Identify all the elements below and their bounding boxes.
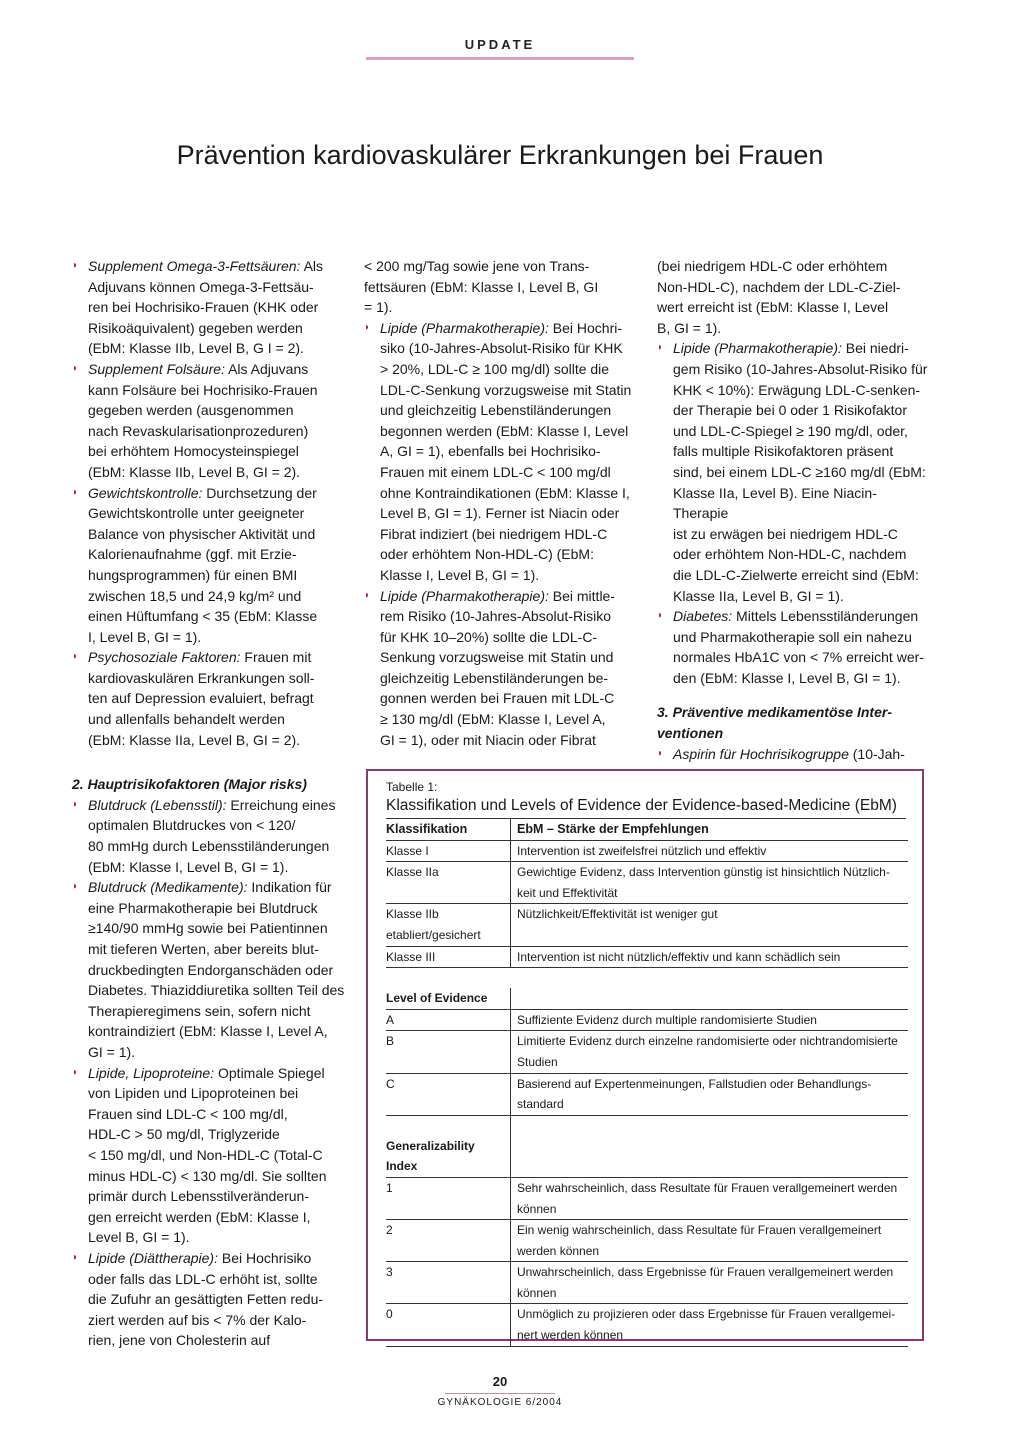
item-text: Durchsetzung der xyxy=(202,484,317,501)
table-cell-label: Level of Evidence xyxy=(386,988,511,1009)
text-line: und Pharmakotherapie soll ein nahezu xyxy=(673,628,912,645)
spacer xyxy=(657,688,932,702)
text-line: Klasse IIa, Level B, GI = 1). xyxy=(673,587,844,604)
table-row xyxy=(386,862,908,904)
item-term: Gewichtskontrolle: xyxy=(88,484,203,501)
text-line: > 20%, LDL-C ≥ 100 mg/dl) sollte die xyxy=(380,360,610,377)
text-line: Klasse IIa, Level B). Eine Niacin-Therapie xyxy=(673,484,877,522)
bullet-icon: ◗ xyxy=(72,1251,79,1263)
text-line: kardiovaskulären Erkrankungen soll- xyxy=(88,669,315,686)
table-cell-label: Klasse IIa xyxy=(386,862,511,904)
text-line: bei erhöhtem Homocysteinspiegel xyxy=(88,443,299,460)
list-item xyxy=(72,256,347,359)
list-item xyxy=(72,877,347,1062)
table-cell-label: 3 xyxy=(386,1262,511,1304)
text-line: (bei niedrigem HDL-C oder erhöhtem xyxy=(657,258,888,274)
text-line: Frauen mit einem LDL-C < 100 mg/dl xyxy=(380,463,611,480)
table-cell-label: Klasse IIb etabliert/gesichert xyxy=(386,904,511,946)
text-line: KHK < 10%): Erwägung LDL-C-senken- xyxy=(673,381,921,398)
table-row xyxy=(386,1304,908,1346)
table-cell-label: 0 xyxy=(386,1304,511,1346)
text-line: < 200 mg/Tag sowie jene von Trans- xyxy=(364,258,590,274)
list-item xyxy=(72,483,347,648)
footer-rule xyxy=(445,1393,555,1394)
text-line: HDL-C > 50 mg/dl, Triglyzeride xyxy=(88,1126,280,1143)
text-line: ohne Kontraindikationen (EbM: Klasse I, xyxy=(380,484,630,501)
text-line: ten auf Depression evaluiert, befragt xyxy=(88,690,314,707)
text-line: ≥ 130 mg/dl (EbM: Klasse I, Level A, xyxy=(380,711,606,728)
bullet-icon: ◗ xyxy=(657,342,664,354)
text-line: begonnen werden (EbM: Klasse I, Level xyxy=(380,422,629,439)
text-line: mit tieferen Werten, aber bereits blut- xyxy=(88,941,319,957)
item-text: Als Adjuvans xyxy=(224,360,309,377)
table-cell-label: Klassifikation xyxy=(386,819,511,840)
text-line: Frauen sind LDL-C < 100 mg/dl, xyxy=(88,1105,288,1122)
table-spacer xyxy=(386,968,908,989)
table-row xyxy=(386,1220,908,1262)
item-term: Lipide (Pharmakotherapie): xyxy=(380,587,549,604)
list-item xyxy=(364,318,639,586)
text-line: die Zufuhr an gesättigten Fetten redu- xyxy=(88,1291,324,1308)
text-line xyxy=(673,744,932,765)
list-item xyxy=(657,744,932,765)
table-cell-label: A xyxy=(386,1009,511,1031)
item-text: Mittels Lebensstiländerungen xyxy=(732,608,919,625)
list-item xyxy=(72,359,347,483)
text-line: Gewichtskontrolle unter geeigneter xyxy=(88,505,305,522)
evidence-table xyxy=(386,819,908,1347)
bullet-icon: ◗ xyxy=(72,651,79,663)
text-line: < 150 mg/dl, und Non-HDL-C (Total-C xyxy=(88,1146,323,1163)
table-cell xyxy=(386,1115,511,1136)
text-line: Level B, GI = 1). xyxy=(88,1229,190,1246)
item-term: Lipide (Pharmakotherapie): xyxy=(380,319,549,336)
list-item xyxy=(72,795,347,877)
text-line: rem Risiko (10-Jahres-Absolut-Risiko xyxy=(380,608,612,625)
item-text: Optimale Spiegel xyxy=(214,1064,325,1081)
list-item xyxy=(72,647,347,750)
text-line: A, GI = 1), ebenfalls bei Hochrisiko- xyxy=(380,443,601,460)
text-line: gen erreicht werden (EbM: Klasse I, xyxy=(88,1208,311,1225)
item-text: Bei Hochri- xyxy=(548,319,623,336)
page-title: Prävention kardiovaskulärer Erkrankungen bei Frauen xyxy=(176,140,824,170)
text-line: Fibrat indiziert (bei niedrigem HDL-C xyxy=(380,525,608,542)
text-line: druckbedingten Endorganschäden oder xyxy=(88,961,334,978)
text-line: von Lipiden und Lipoproteinen bei xyxy=(88,1085,299,1102)
text-line xyxy=(88,483,347,504)
text-line: (EbM: Klasse IIb, Level B, G I = 2). xyxy=(88,340,304,357)
item-term: Lipide, Lipoproteine: xyxy=(88,1064,215,1081)
spacer xyxy=(72,750,347,774)
text-line: und gleichzeitig Lebenstiländerungen xyxy=(380,402,612,419)
table-cell-value: Unmöglich zu projizieren oder dass Ergebnisse für Frauen verallgemei-nert werden können xyxy=(511,1304,909,1346)
text-line: fettsäuren (EbM: Klasse I, Level B, GI xyxy=(364,278,599,295)
section-label: UPDATE xyxy=(464,37,536,52)
item-term: Psychosoziale Faktoren: xyxy=(88,649,241,666)
text-line xyxy=(88,1248,347,1269)
table-header-row xyxy=(386,819,908,840)
text-line: und allenfalls behandelt werden xyxy=(88,711,285,728)
table-cell-value: Limitierte Evidenz durch einzelne randomisierte oder nichtrandomisierte Studien xyxy=(511,1031,909,1073)
item-term: Lipide (Pharmakotherapie): xyxy=(673,340,842,357)
bullet-icon: ◗ xyxy=(72,798,79,810)
table-cell xyxy=(511,1115,909,1136)
table-cell-label: Generalizability Index xyxy=(386,1136,511,1178)
table-cell-label: Klasse I xyxy=(386,840,511,862)
text-line xyxy=(88,647,347,668)
text-line xyxy=(380,586,639,607)
table-cell xyxy=(386,968,511,989)
text-line: gleichzeitig Lebenstiländerungen be- xyxy=(380,669,609,686)
text-line: primär durch Lebensstilveränderun- xyxy=(88,1188,309,1205)
table-spacer xyxy=(386,1115,908,1136)
text-line: normales HbA1C von < 7% erreicht wer- xyxy=(673,649,924,666)
item-text: Bei Hochrisiko xyxy=(217,1249,312,1266)
text-line: LDL-C-Senkung vorzugsweise mit Statin xyxy=(380,381,632,398)
text-line: ren bei Hochrisiko-Frauen (KHK oder xyxy=(88,299,319,316)
table-cell-value: Sehr wahrscheinlich, dass Resultate für Frauen verallgemeinert werden können xyxy=(511,1177,909,1219)
table-caption: Tabelle 1: xyxy=(386,780,438,794)
list-item xyxy=(72,1248,347,1351)
table-cell-value: Unwahrscheinlich, dass Ergebnisse für Frauen verallgemeinert werden können xyxy=(511,1262,909,1304)
text-line: sind, bei einem LDL-C ≥160 mg/dl (EbM: xyxy=(673,463,926,480)
table-row xyxy=(386,840,908,862)
column-3 xyxy=(657,256,932,764)
column-2 xyxy=(364,256,639,750)
table-row xyxy=(386,946,908,968)
text-line: Diabetes. Thiaziddiuretika sollten Teil des xyxy=(88,982,345,999)
section-heading: ventionen xyxy=(657,725,724,742)
text-line: Klasse I, Level B, GI = 1). xyxy=(380,566,540,583)
text-line: Balance von physischer Aktivität und xyxy=(88,525,316,542)
text-line xyxy=(673,606,932,627)
item-text: Frauen mit xyxy=(240,649,312,666)
text-line: wert erreicht ist (EbM: Klasse I, Level xyxy=(657,299,889,316)
table-row xyxy=(386,1009,908,1031)
table-cell-label: 2 xyxy=(386,1220,511,1262)
text-line: gem Risiko (10-Jahres-Absolut-Risiko für xyxy=(673,360,928,377)
table-row xyxy=(386,1177,908,1219)
text-line: Risikoäquivalent) gegeben werden xyxy=(88,319,303,336)
list-item xyxy=(364,586,639,751)
text-line: (EbM: Klasse IIb, Level B, GI = 2). xyxy=(88,463,301,480)
text-line: nach Revaskularisationprozeduren) xyxy=(88,422,309,439)
table-row xyxy=(386,904,908,946)
item-text: Indikation für xyxy=(247,879,332,896)
text-line: Therapieregimens sein, sofern nicht xyxy=(88,1002,311,1019)
table-cell-value xyxy=(511,988,909,1009)
item-term: Blutdruck (Medikamente): xyxy=(88,879,248,896)
table-cell-value: Intervention ist nicht nützlich/effektiv und kann schädlich sein xyxy=(511,946,909,968)
bullet-icon: ◗ xyxy=(72,1066,79,1078)
list-item xyxy=(72,1063,347,1248)
bullet-icon: ◗ xyxy=(657,610,664,622)
text-line: = 1). xyxy=(364,299,393,316)
page-number: 20 xyxy=(492,1374,508,1389)
text-line: ziert werden auf bis < 7% der Kalo- xyxy=(88,1311,307,1328)
text-line xyxy=(673,338,932,359)
column-1 xyxy=(72,256,347,1351)
text-line: zwischen 18,5 und 24,9 kg/m² und xyxy=(88,587,302,604)
text-line: der Therapie bei 0 oder 1 Risikofaktor xyxy=(673,402,907,419)
table-cell-value: Gewichtige Evidenz, dass Intervention günstig ist hinsichtlich Nützlich-keit und Effektivität xyxy=(511,862,909,904)
text-line: einen Hüftumfang < 35 (EbM: Klasse xyxy=(88,608,318,625)
text-line: oder erhöhtem Non-HDL-C) (EbM: xyxy=(380,546,594,563)
text-line: (EbM: Klasse I, Level B, GI = 1). xyxy=(88,858,289,875)
text-line: den (EbM: Klasse I, Level B, GI = 1). xyxy=(673,669,901,686)
table-row xyxy=(386,1031,908,1073)
text-line xyxy=(88,877,347,898)
text-line: eine Pharmakotherapie bei Blutdruck xyxy=(88,899,318,916)
table-cell-value xyxy=(511,1136,909,1178)
text-line: Adjuvans können Omega-3-Fettsäu- xyxy=(88,278,314,295)
item-text: (10-Jah- xyxy=(848,745,905,762)
bullet-icon: ◗ xyxy=(364,321,371,333)
bullet-icon: ◗ xyxy=(72,260,79,271)
table-title: Klassifikation und Levels of Evidence der Evidence-based-Medicine (EbM) xyxy=(386,795,906,819)
table-cell-value: Basierend auf Expertenmeinungen, Fallstudien oder Behandlungs-standard xyxy=(511,1073,909,1115)
text-line xyxy=(380,318,639,339)
table-cell-value: Nützlichkeit/Effektivität ist weniger gut xyxy=(511,904,909,946)
text-line: Senkung vorzugsweise mit Statin und xyxy=(380,649,614,666)
journal-name: GYNÄKOLOGIE 6/2004 xyxy=(437,1397,563,1408)
text-line: optimalen Blutdruckes von < 120/ xyxy=(88,817,296,834)
text-line: siko (10-Jahres-Absolut-Risiko für KHK xyxy=(380,340,623,357)
section-heading: 2. Hauptrisikofaktoren (Major risks) xyxy=(72,776,307,793)
text-line: minus HDL-C) < 130 mg/dl. Sie sollten xyxy=(88,1167,327,1184)
text-line: GI = 1), oder mit Niacin oder Fibrat xyxy=(380,731,596,748)
item-text: Als xyxy=(300,258,324,274)
item-term: Diabetes: xyxy=(673,608,733,625)
text-line: gonnen werden bei Frauen mit LDL-C xyxy=(380,690,615,707)
table-row xyxy=(386,1262,908,1304)
item-term: Supplement Omega-3-Fettsäuren: xyxy=(88,258,301,274)
item-term: Blutdruck (Lebensstil): xyxy=(88,796,227,813)
text-line: ist zu erwägen bei niedrigem HDL-C xyxy=(673,525,898,542)
item-text: Erreichung eines xyxy=(226,796,336,813)
text-line: hungsprogrammen) für einen BMI xyxy=(88,566,298,583)
text-line xyxy=(88,795,347,816)
bullet-icon: ◗ xyxy=(657,747,664,759)
bullet-icon: ◗ xyxy=(72,362,79,374)
text-line: falls multiple Risikofaktoren präsent xyxy=(673,443,894,460)
text-line: Non-HDL-C), nachdem der LDL-C-Ziel- xyxy=(657,278,901,295)
table-cell-value: EbM – Stärke der Empfehlungen xyxy=(511,819,909,840)
table-cell xyxy=(511,968,909,989)
section-heading: 3. Präventive medikamentöse Inter- xyxy=(657,704,892,721)
text-line: I, Level B, GI = 1). xyxy=(88,628,202,645)
bullet-icon: ◗ xyxy=(364,589,371,601)
table-subheader-row xyxy=(386,1136,908,1178)
text-line: (EbM: Klasse IIa, Level B, GI = 2). xyxy=(88,731,301,748)
table-cell-value: Intervention ist zweifelsfrei nützlich und effektiv xyxy=(511,840,909,862)
table-row xyxy=(386,1073,908,1115)
table-1 xyxy=(366,769,924,1341)
text-line: rien, jene von Cholesterin auf xyxy=(88,1332,271,1349)
text-line: GI = 1). xyxy=(88,1043,136,1060)
text-line: und LDL-C-Spiegel ≥ 190 mg/dl, oder, xyxy=(673,422,908,439)
table-cell-label: Klasse III xyxy=(386,946,511,968)
header-rule xyxy=(366,57,634,60)
text-line xyxy=(88,256,347,277)
text-line xyxy=(88,1063,347,1084)
text-line: Kalorienaufnahme (ggf. mit Erzie- xyxy=(88,546,297,563)
list-item xyxy=(657,338,932,606)
text-line: ≥140/90 mmHg sowie bei Patientinnen xyxy=(88,920,328,937)
text-line: oder falls das LDL-C erhöht ist, sollte xyxy=(88,1270,318,1287)
text-line: oder erhöhtem Non-HDL-C, nachdem xyxy=(673,546,907,563)
text-line: Level B, GI = 1). Ferner ist Niacin oder xyxy=(380,505,620,522)
text-line: kann Folsäure bei Hochrisiko-Frauen xyxy=(88,381,318,398)
table-cell-label: C xyxy=(386,1073,511,1115)
text-line xyxy=(88,359,347,380)
table-cell-label: B xyxy=(386,1031,511,1073)
table-subheader-row xyxy=(386,988,908,1009)
text-line: gegeben werden (ausgenommen xyxy=(88,402,294,419)
bullet-icon: ◗ xyxy=(72,486,79,498)
bullet-icon: ◗ xyxy=(72,881,79,893)
list-item xyxy=(657,606,932,688)
text-line: 80 mmHg durch Lebensstiländerungen xyxy=(88,838,330,855)
table-cell-value: Suffiziente Evidenz durch multiple randomisierte Studien xyxy=(511,1009,909,1031)
item-term: Supplement Folsäure: xyxy=(88,360,225,377)
text-line: B, GI = 1). xyxy=(657,319,722,336)
text-line: kontraindiziert (EbM: Klasse I, Level A, xyxy=(88,1023,328,1040)
text-line: die LDL-C-Zielwerte erreicht sind (EbM: xyxy=(673,566,919,583)
table-cell-value: Ein wenig wahrscheinlich, dass Resultate für Frauen verallgemeinert werden können xyxy=(511,1220,909,1262)
table-cell-label: 1 xyxy=(386,1177,511,1219)
item-text: Bei niedri- xyxy=(841,340,909,357)
text-line: für KHK 10–20%) sollte die LDL-C- xyxy=(380,628,598,645)
item-text: Bei mittle- xyxy=(548,587,615,604)
item-term: Aspirin für Hochrisikogruppe xyxy=(673,745,849,762)
item-term: Lipide (Diättherapie): xyxy=(88,1249,218,1266)
